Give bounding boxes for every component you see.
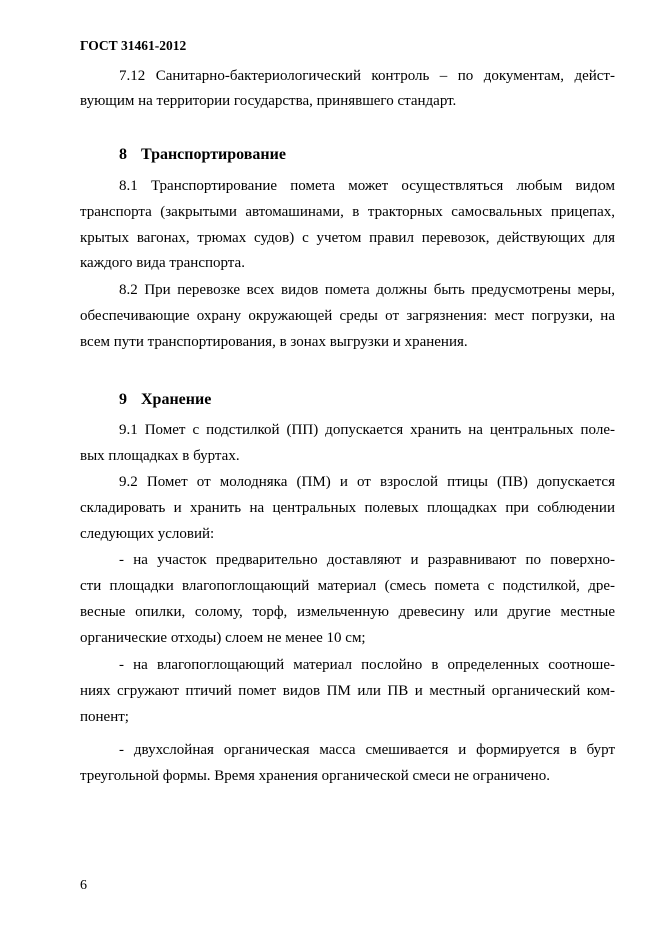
text-line: 7.12 Санитарно-бактериологический контроль – по документам, дейст- xyxy=(119,68,615,84)
text-line: вых площадках в буртах. xyxy=(80,448,240,464)
text-line: транспорта (закрытыми автомашинами, в тракторных самосвальных прицепах, xyxy=(80,204,615,220)
text-line: понент; xyxy=(80,709,129,725)
text-line: - двухслойная органическая масса смешивается и формируется в бурт xyxy=(119,742,615,758)
text-line: - на влагопоглощающий материал послойно в определенных соотноше- xyxy=(119,657,615,673)
section-heading-8 xyxy=(119,145,286,165)
text-line: органические отходы) слоем не менее 10 см; xyxy=(80,630,366,646)
text-line: - на участок предварительно доставляют и разравнивают по поверхно- xyxy=(119,552,615,568)
text-line: ниях сгружают птичий помет видов ПМ или ПВ и местный органический ком- xyxy=(80,683,615,699)
text-line: 8.1 Транспортирование помета может осуществляться любым видом xyxy=(119,178,615,194)
text-line: обеспечивающие охрану окружающей среды от загрязнения: мест погрузки, на xyxy=(80,308,615,324)
page-number: 6 xyxy=(80,878,87,893)
section-title: Хранение xyxy=(141,391,212,408)
text-line: вующим на территории государства, принявшего стандарт. xyxy=(80,93,457,109)
section-heading-9 xyxy=(119,390,211,410)
text-line: крытых вагонах, трюмах судов) с учетом правил перевозок, действующих для xyxy=(80,230,615,246)
text-line: каждого вида транспорта. xyxy=(80,255,245,271)
text-line: треугольной формы. Время хранения органической смеси не ограничено. xyxy=(80,768,550,784)
document-header: ГОСТ 31461-2012 xyxy=(80,38,187,53)
text-line: 9.1 Помет с подстилкой (ПП) допускается хранить на центральных поле- xyxy=(119,422,615,438)
text-line: 8.2 При перевозке всех видов помета должны быть предусмотрены меры, xyxy=(119,282,615,298)
text-line: следующих условий: xyxy=(80,526,215,542)
section-number: 8 xyxy=(119,146,127,163)
section-title: Транспортирование xyxy=(141,146,286,163)
text-line: весные опилки, солому, торф, измельченную древесину или другие местные xyxy=(80,604,615,620)
text-line: всем пути транспортирования, в зонах выгрузки и хранения. xyxy=(80,334,468,350)
text-line: сти площадки влагопоглощающий материал (смесь помета с подстилкой, дре- xyxy=(80,578,615,594)
section-number: 9 xyxy=(119,391,127,408)
text-line: 9.2 Помет от молодняка (ПМ) и от взрослой птицы (ПВ) допускается xyxy=(119,474,615,490)
text-line: складировать и хранить на центральных полевых площадках при соблюдении xyxy=(80,500,615,516)
